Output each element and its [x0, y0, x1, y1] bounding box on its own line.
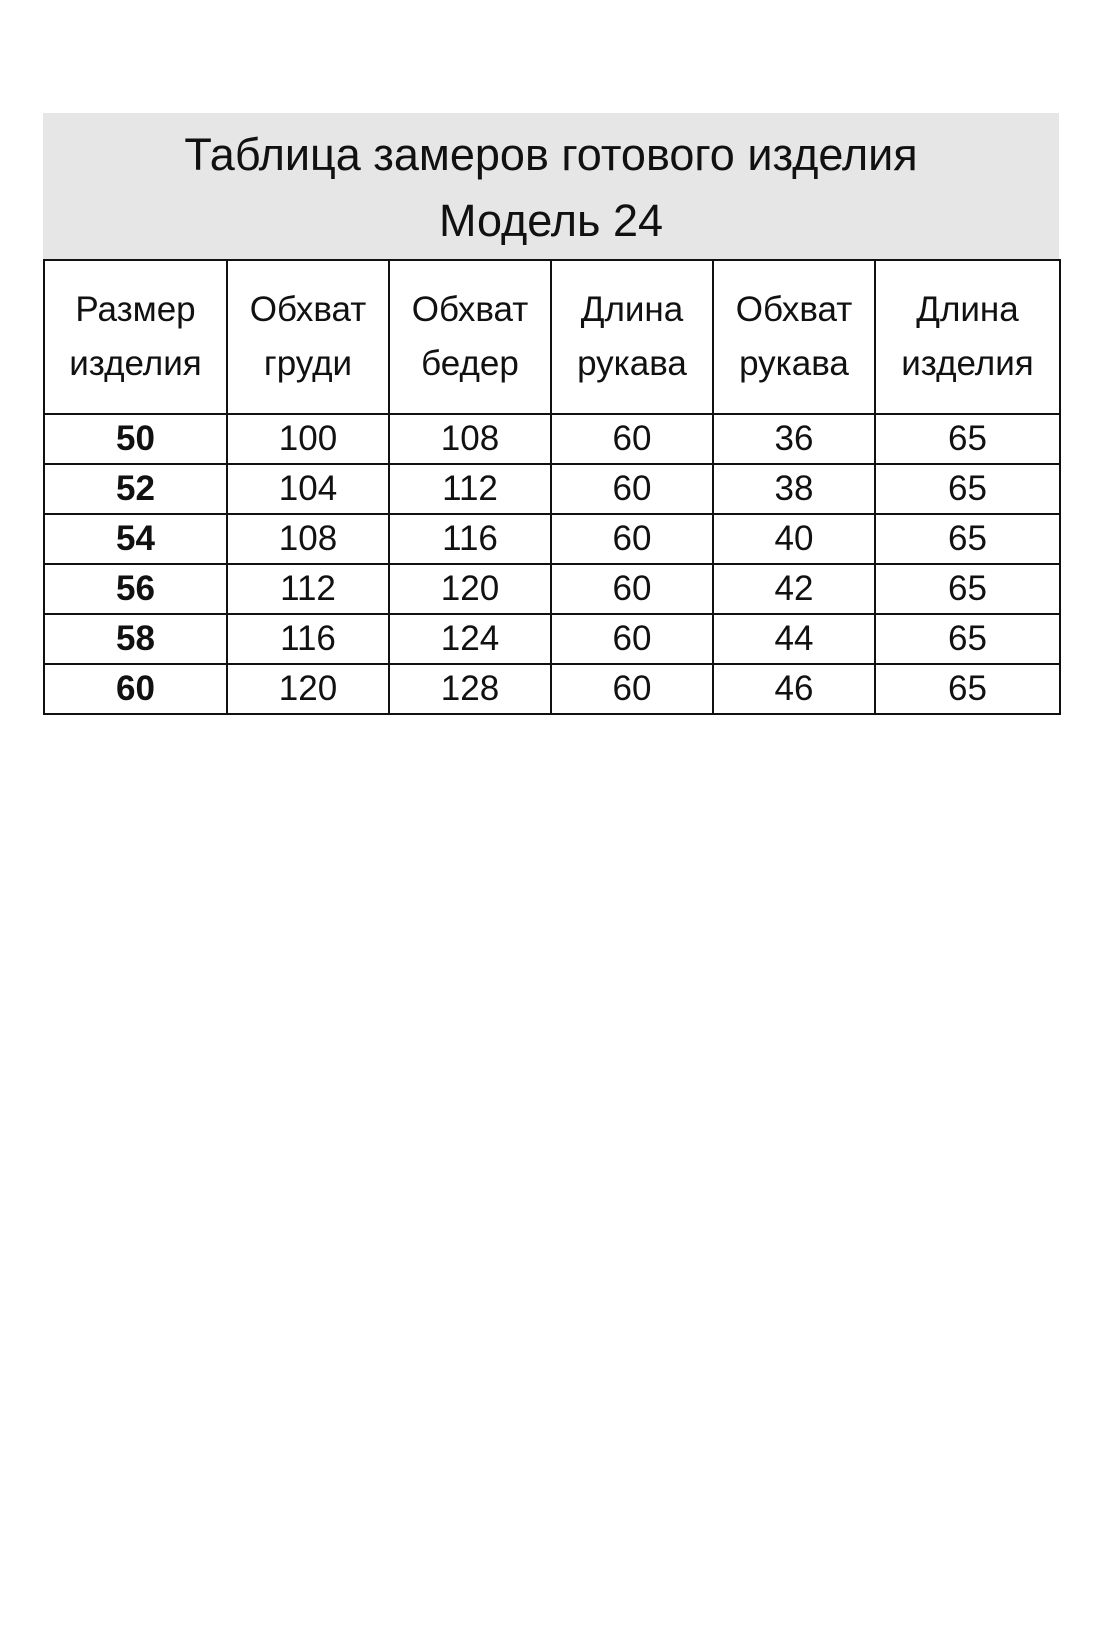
- garment-length-cell: 65: [875, 414, 1060, 464]
- header-hips-line1: Обхват: [411, 290, 529, 329]
- sleeve-width-cell: 44: [713, 614, 875, 664]
- sleeve-length-cell: 60: [551, 464, 713, 514]
- header-chest-line1: Обхват: [249, 290, 367, 329]
- title-band: [43, 113, 1059, 259]
- sleeve-width-cell: 40: [713, 514, 875, 564]
- chest-cell: 108: [227, 514, 389, 564]
- header-size-line1: Размер: [75, 290, 196, 329]
- header-garment-length-line1: Длина: [916, 290, 1019, 329]
- header-sleeve-length: [551, 260, 713, 414]
- size-cell: 54: [44, 514, 227, 564]
- model-name: Модель 24: [438, 195, 664, 246]
- sleeve-width-cell: 46: [713, 664, 875, 714]
- sleeve-length-cell: 60: [551, 514, 713, 564]
- table-row: [44, 664, 1060, 714]
- sleeve-length-cell: 60: [551, 414, 713, 464]
- header-chest-line2: груди: [263, 344, 353, 383]
- size-cell: 60: [44, 664, 227, 714]
- hips-cell: 124: [389, 614, 551, 664]
- hips-cell: 120: [389, 564, 551, 614]
- header-garment-length-line2: изделия: [901, 344, 1034, 383]
- header-size-line2: изделия: [69, 344, 202, 383]
- size-cell: 52: [44, 464, 227, 514]
- chest-cell: 112: [227, 564, 389, 614]
- size-table: [43, 259, 1061, 715]
- garment-length-cell: 65: [875, 514, 1060, 564]
- table-row: [44, 564, 1060, 614]
- table-row: [44, 414, 1060, 464]
- hips-cell: 108: [389, 414, 551, 464]
- garment-length-cell: 65: [875, 614, 1060, 664]
- size-cell: 56: [44, 564, 227, 614]
- chest-cell: 116: [227, 614, 389, 664]
- header-size: [44, 260, 227, 414]
- header-sleeve-length-line2: рукава: [577, 344, 687, 383]
- sleeve-width-cell: 42: [713, 564, 875, 614]
- sleeve-length-cell: 60: [551, 664, 713, 714]
- header-row: [44, 260, 1060, 414]
- size-cell: 50: [44, 414, 227, 464]
- size-chart-sheet: [43, 113, 1059, 715]
- sleeve-width-cell: 36: [713, 414, 875, 464]
- header-chest: [227, 260, 389, 414]
- size-cell: 58: [44, 614, 227, 664]
- table-row: [44, 614, 1060, 664]
- header-sleeve-width-line2: рукава: [739, 344, 849, 383]
- garment-length-cell: 65: [875, 664, 1060, 714]
- garment-length-cell: 65: [875, 464, 1060, 514]
- sleeve-length-cell: 60: [551, 564, 713, 614]
- chart-title: Таблица замеров готового изделия: [184, 129, 918, 180]
- hips-cell: 128: [389, 664, 551, 714]
- header-hips: [389, 260, 551, 414]
- table-row: [44, 514, 1060, 564]
- chest-cell: 104: [227, 464, 389, 514]
- header-sleeve-width-line1: Обхват: [735, 290, 853, 329]
- header-sleeve-width: [713, 260, 875, 414]
- sleeve-width-cell: 38: [713, 464, 875, 514]
- garment-length-cell: 65: [875, 564, 1060, 614]
- hips-cell: 112: [389, 464, 551, 514]
- chest-cell: 100: [227, 414, 389, 464]
- header-hips-line2: бедер: [421, 344, 519, 383]
- header-garment-length: [875, 260, 1060, 414]
- sleeve-length-cell: 60: [551, 614, 713, 664]
- header-sleeve-length-line1: Длина: [580, 290, 684, 329]
- table-row: [44, 464, 1060, 514]
- chest-cell: 120: [227, 664, 389, 714]
- hips-cell: 116: [389, 514, 551, 564]
